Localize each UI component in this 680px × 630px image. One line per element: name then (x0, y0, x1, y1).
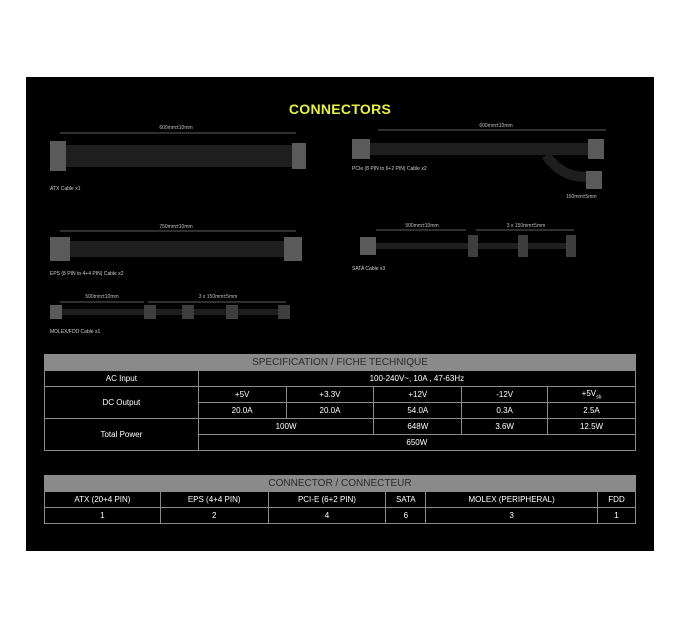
eps-connector-icon (50, 237, 70, 261)
cable-diagrams (26, 77, 654, 347)
rail-5vsb (548, 387, 636, 403)
rail-neg12v: -12V (462, 387, 548, 403)
atx-connector-icon (50, 141, 66, 171)
eps-dimension: 750mm±10mm (159, 224, 193, 230)
power-12v: 648W (374, 419, 462, 435)
current-5v: 20.0A (198, 403, 286, 419)
connector-table (44, 475, 636, 524)
pcie-branch-dimension: 150mm±5mm (566, 194, 597, 200)
molex-plug-icon (182, 305, 194, 319)
eps-connector-end-icon (284, 237, 302, 261)
connector-header-fdd: FDD (598, 492, 636, 508)
power-5vsb: 12.5W (548, 419, 636, 435)
sata-cable-diagram (352, 223, 576, 272)
eps-wire (70, 241, 284, 257)
current-12v: 54.0A (374, 403, 462, 419)
dc-output-label: DC Output (45, 387, 199, 419)
current-5vsb: 2.5A (548, 403, 636, 419)
current-neg12v: 0.3A (462, 403, 548, 419)
atx-wire (66, 145, 292, 167)
pcie-connector-icon (352, 139, 370, 159)
molex-branch-dimension: 3 x 150mm±5mm (198, 294, 238, 300)
connector-count-eps: 2 (160, 508, 268, 524)
sata-plug-icon (518, 235, 528, 257)
eps-caption: EPS (8 PIN to 4+4 PIN) Cable x2 (50, 271, 124, 277)
rail-5vsb-sub: sb (596, 394, 602, 401)
molex-plug-icon (144, 305, 156, 319)
atx-dimension: 600mm±10mm (159, 125, 193, 131)
sata-branch-dimension: 3 x 150mm±5mm (506, 223, 546, 229)
sata-connector-icon (360, 237, 376, 255)
connector-header-molex: MOLEX (PERIPHERAL) (426, 492, 598, 508)
rail-3v3: +3.3V (286, 387, 374, 403)
eps-cable-diagram (50, 224, 302, 277)
molex-wire (62, 309, 284, 315)
sata-plug-icon (566, 235, 576, 257)
connector-header-atx: ATX (20+4 PIN) (45, 492, 161, 508)
product-panel (26, 77, 654, 551)
connector-header-eps: EPS (4+4 PIN) (160, 492, 268, 508)
ac-input-value: 100-240V~, 10A , 47-63Hz (198, 371, 635, 387)
sata-caption: SATA Cable x3 (352, 266, 386, 272)
pcie-caption: PCIe (8 PIN to 6+2 PIN) Cable x2 (352, 166, 427, 172)
sata-plug-icon (468, 235, 478, 257)
molex-plug-icon (226, 305, 238, 319)
connector-header-sata: SATA (386, 492, 426, 508)
spec-table (44, 354, 636, 451)
current-3v3: 20.0A (286, 403, 374, 419)
sata-dimension: 500mm±10mm (405, 223, 439, 229)
atx-caption: ATX Cable x1 (50, 186, 81, 192)
connector-count-fdd: 1 (598, 508, 636, 524)
connector-count-atx: 1 (45, 508, 161, 524)
molex-plug-icon (278, 305, 290, 319)
connector-count-molex: 3 (426, 508, 598, 524)
rail-12v: +12V (374, 387, 462, 403)
connector-header-pcie: PCI-E (6+2 PIN) (268, 492, 386, 508)
molex-dimension: 500mm±10mm (85, 294, 119, 300)
total-power-label: Total Power (45, 419, 199, 451)
pcie-branch-connector-icon (586, 171, 602, 189)
power-total: 650W (198, 435, 635, 451)
power-neg12v: 3.6W (462, 419, 548, 435)
pcie-cable-diagram (352, 123, 606, 200)
pcie-wire (370, 143, 590, 155)
molex-cable-diagram (50, 294, 290, 335)
atx-connector-end-icon (292, 143, 306, 169)
ac-input-label: AC Input (45, 371, 199, 387)
rail-5vsb-label: +5V (581, 388, 597, 398)
atx-cable-diagram (50, 125, 306, 192)
pcie-branch-wire (546, 155, 586, 177)
connector-count-sata: 6 (386, 508, 426, 524)
power-5v-3v3: 100W (198, 419, 374, 435)
spec-heading: SPECIFICATION / FICHE TECHNIQUE (45, 355, 636, 371)
page-title: CONNECTORS (288, 101, 392, 117)
molex-caption: MOLEX/FDD Cable x1 (50, 329, 101, 335)
pcie-connector-end-icon (588, 139, 604, 159)
rail-5v: +5V (198, 387, 286, 403)
connector-count-pcie: 4 (268, 508, 386, 524)
pcie-dimension: 600mm±10mm (479, 123, 513, 129)
connector-heading: CONNECTOR / CONNECTEUR (45, 476, 636, 492)
molex-connector-icon (50, 305, 62, 319)
